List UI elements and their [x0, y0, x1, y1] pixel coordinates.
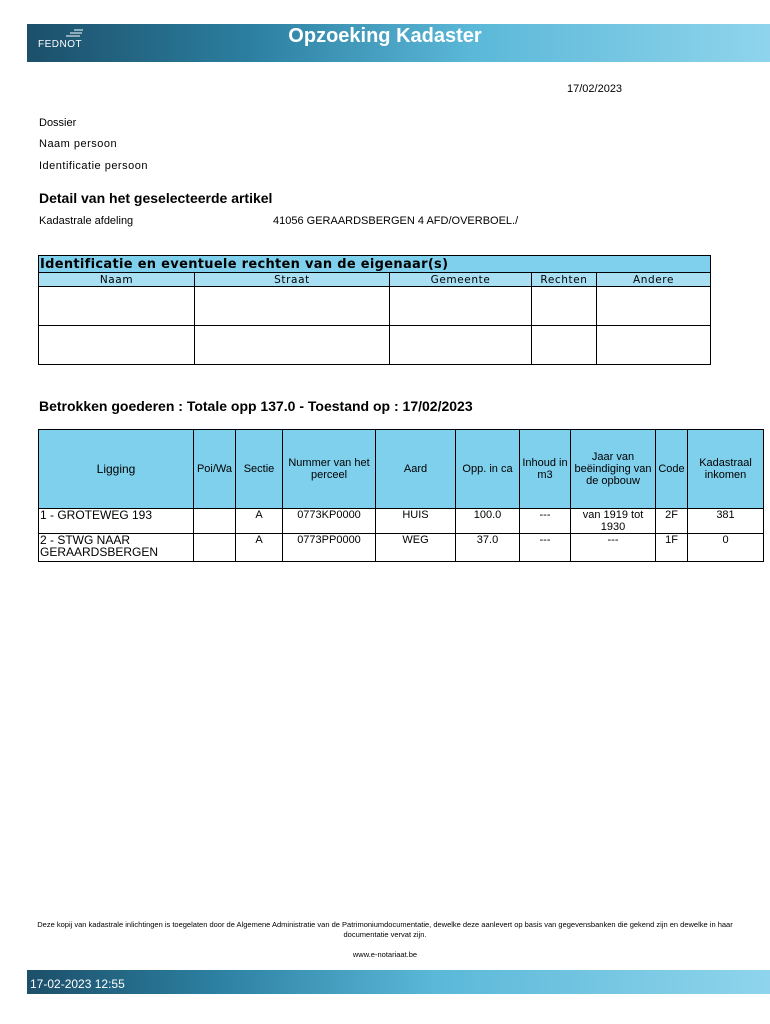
owners-table	[38, 255, 711, 365]
goods-cell: ---	[520, 534, 571, 562]
owners-cell	[39, 326, 195, 365]
owners-cell	[195, 326, 390, 365]
goods-cell: A	[236, 509, 283, 534]
goods-col-opp: Opp. in ca	[456, 430, 520, 509]
identificatie-persoon-label: Identificatie persoon	[39, 160, 148, 172]
report-date: 17/02/2023	[567, 83, 623, 95]
footer-url: www.e-notariaat.be	[352, 950, 418, 959]
goods-cell: A	[236, 534, 283, 562]
owners-col-gemeente: Gemeente	[390, 273, 532, 287]
table-row	[39, 534, 764, 562]
owners-col-andere: Andere	[597, 273, 711, 287]
footer-timestamp: 17-02-2023 12:55	[30, 977, 125, 991]
goods-col-ligging: Ligging	[39, 430, 194, 509]
table-row	[39, 509, 764, 534]
kadastrale-afdeling-label: Kadastrale afdeling	[39, 215, 134, 227]
page-title: Opzoeking Kadaster	[288, 25, 482, 47]
naam-persoon-label: Naam persoon	[39, 138, 118, 150]
goods-cell: 381	[688, 509, 764, 534]
goods-cell: van 1919 tot 1930	[571, 509, 656, 534]
goods-heading: Betrokken goederen : Totale opp 137.0 - Toestand op : 17/02/2023	[39, 398, 473, 414]
owners-col-rechten: Rechten	[532, 273, 597, 287]
owners-cell	[532, 326, 597, 365]
goods-cell: 100.0	[456, 509, 520, 534]
goods-cell	[194, 509, 236, 534]
owners-cell	[597, 287, 711, 326]
goods-cell-ligging: 1 - GROTEWEG 193	[39, 509, 194, 534]
owners-cell	[195, 287, 390, 326]
goods-col-nummer-perceel: Nummer van het perceel	[283, 430, 376, 509]
owners-cell	[597, 326, 711, 365]
goods-cell: HUIS	[376, 509, 456, 534]
goods-table	[38, 429, 764, 562]
owners-cell	[532, 287, 597, 326]
goods-cell: 1F	[656, 534, 688, 562]
fednot-logo: FEDNOT	[38, 39, 83, 50]
goods-cell: 0773KP0000	[283, 509, 376, 534]
goods-col-aard: Aard	[376, 430, 456, 509]
owners-col-naam: Naam	[39, 273, 195, 287]
dossier-label: Dossier	[39, 117, 77, 129]
goods-col-jaar-opbouw: Jaar van beëindiging van de opbouw	[571, 430, 656, 509]
kadastrale-afdeling-value: 41056 GERAARDSBERGEN 4 AFD/OVERBOEL./	[273, 215, 519, 227]
goods-cell: ---	[520, 509, 571, 534]
table-row	[39, 287, 711, 326]
goods-cell: 0	[688, 534, 764, 562]
owners-col-straat: Straat	[195, 273, 390, 287]
goods-cell: 37.0	[456, 534, 520, 562]
owners-cell	[39, 287, 195, 326]
goods-cell: ---	[571, 534, 656, 562]
owners-cell	[390, 326, 532, 365]
goods-col-inhoud: Inhoud in m3	[520, 430, 571, 509]
goods-col-code: Code	[656, 430, 688, 509]
goods-cell: 2F	[656, 509, 688, 534]
goods-cell: WEG	[376, 534, 456, 562]
disclaimer-text: Deze kopij van kadastrale inlichtingen is toegelaten door de Algemene Administratie van de Patrimoniumdocumentatie, dewelke deze aanlevert op basis van gegevensbanken die gekend zijn en dewelke in haar documentatie vervat zijn.	[37, 920, 733, 939]
table-row	[39, 326, 711, 365]
detail-heading: Detail van het geselecteerde artikel	[39, 190, 273, 206]
goods-cell: 0773PP0000	[283, 534, 376, 562]
goods-col-sectie: Sectie	[236, 430, 283, 509]
footer-band	[27, 970, 770, 994]
goods-col-kadastraal-inkomen: Kadastraal inkomen	[688, 430, 764, 509]
goods-col-poi-wa: Poi/Wa	[194, 430, 236, 509]
owners-cell	[390, 287, 532, 326]
owners-table-title: Identificatie en eventuele rechten van de eigenaar(s)	[39, 256, 711, 273]
goods-cell-ligging: 2 - STWG NAAR GERAARDSBERGEN	[39, 534, 194, 562]
goods-cell	[194, 534, 236, 562]
